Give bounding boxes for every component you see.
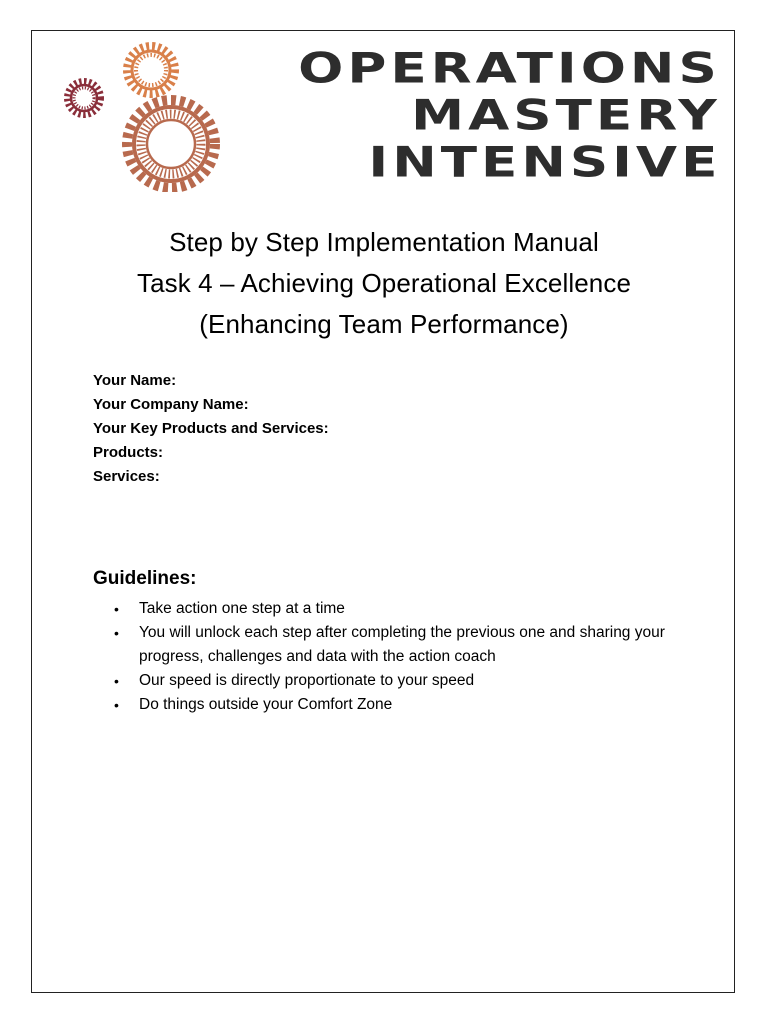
gears-icon bbox=[50, 40, 250, 192]
form-fields bbox=[93, 369, 329, 489]
guideline-text: Our speed is directly proportionate to your speed bbox=[139, 672, 475, 689]
your-name-field: Your Name: bbox=[93, 372, 177, 389]
company-name-field: Your Company Name: bbox=[93, 396, 249, 413]
gear-large-icon bbox=[127, 100, 215, 188]
list-item bbox=[114, 621, 684, 669]
guidelines-list bbox=[114, 597, 684, 717]
bullet-icon: • bbox=[114, 601, 119, 617]
services-field: Services: bbox=[93, 468, 160, 485]
bullet-icon: • bbox=[114, 625, 119, 641]
document-title bbox=[0, 222, 768, 345]
title-line-2: Task 4 – Achieving Operational Excellence bbox=[136, 268, 632, 298]
list-item bbox=[114, 669, 684, 693]
guidelines-heading: Guidelines: bbox=[93, 568, 197, 589]
logo-text-line-2: MASTERY bbox=[411, 91, 721, 141]
bullet-icon: • bbox=[114, 673, 119, 689]
guideline-text: Take action one step at a time bbox=[139, 600, 345, 617]
guideline-text: You will unlock each step after completing the previous one and sharing your progress, challenges and data with the action coach bbox=[139, 624, 665, 665]
gear-small-icon bbox=[67, 81, 101, 115]
list-item bbox=[114, 693, 684, 717]
products-field: Products: bbox=[93, 444, 164, 461]
gear-orange-icon bbox=[127, 46, 175, 94]
logo-text-line-3: INTENSIVE bbox=[367, 138, 721, 188]
key-products-services-field: Your Key Products and Services: bbox=[93, 420, 329, 437]
logo-text-line-1: OPERATIONS bbox=[298, 44, 721, 94]
bullet-icon: • bbox=[114, 697, 119, 713]
list-item bbox=[114, 597, 684, 621]
title-line-3: (Enhancing Team Performance) bbox=[199, 309, 569, 339]
guideline-text: Do things outside your Comfort Zone bbox=[139, 696, 393, 713]
title-line-1: Step by Step Implementation Manual bbox=[169, 227, 599, 257]
